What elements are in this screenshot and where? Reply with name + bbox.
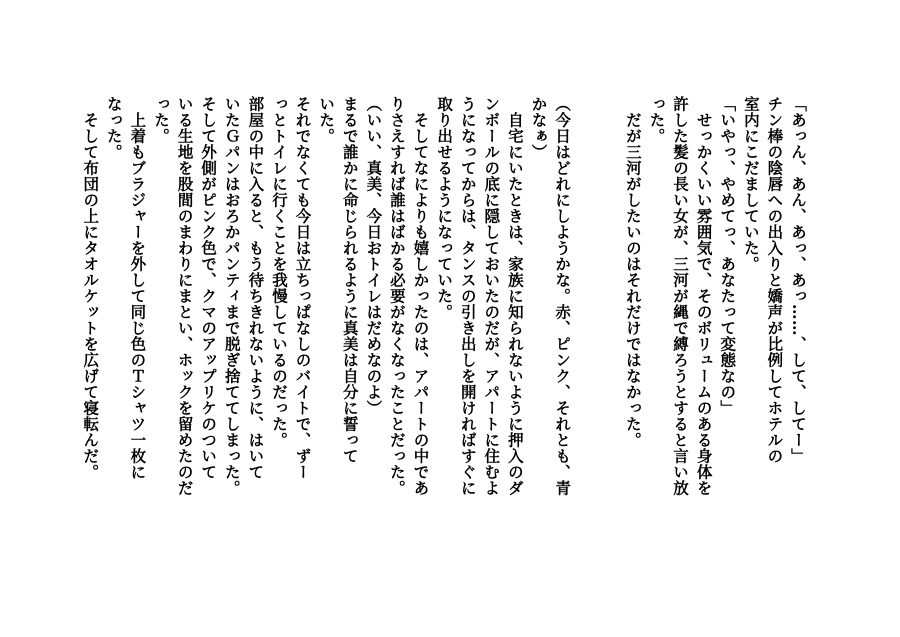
text-line: そして外側がピンク色で、クマのアップリケのついて — [199, 96, 219, 480]
text-line: 取り出せるようになっていた。 — [435, 96, 455, 320]
text-line: った。 — [647, 96, 667, 144]
text-line: いる生地を股間のまわりにまとい、ホックを留めたのだ — [175, 96, 195, 496]
text-line: 「いやっ、やめてっ、あなたって変態なの」 — [718, 96, 738, 416]
text-line: そして布団の上にタオルケットを広げて寝転んだ。 — [81, 96, 101, 480]
text-line: （今日はどれにしようかな。赤、ピンク、それとも、青 — [553, 96, 573, 496]
text-line: 室内にこだましていた。 — [741, 96, 761, 272]
text-line: いたＧパンはおろかパンティまで脱ぎ捨ててしまった。 — [222, 96, 242, 496]
text-line: だが三河がしたいのはそれだけではなかった。 — [623, 96, 643, 448]
blank-line — [598, 96, 622, 566]
text-line: りさえすれば誰はばかる必要がなくなったことだった。 — [387, 96, 407, 496]
text-line: それでなくても今日は立ちっぱなしのバイトで、ずー — [293, 96, 313, 480]
text-line: 上着もブラジャーを外して同じ色のＴシャツ一枚に — [128, 96, 148, 480]
text-line: っとトイレに行くことを我慢しているのだった。 — [269, 96, 289, 448]
text-line: かなぁ） — [529, 96, 549, 160]
text-line: った。 — [151, 96, 171, 144]
blank-line — [574, 96, 598, 566]
text-line: うになってからは、タンスの引き出しを開ければすぐに — [458, 96, 478, 496]
text-line: いた。 — [317, 96, 337, 144]
text-line: せっかくいい雰囲気で、そのボリュームのある身体を — [694, 96, 714, 496]
text-line: そしてなによりも嬉しかったのは、アパートの中であ — [411, 96, 431, 496]
text-line: 自宅にいたときは、家族に知られないように押入のダ — [505, 96, 525, 496]
text-line: 「あっん、あん、あっ、あっ……、して、してー」 — [789, 96, 808, 464]
text-line: まるで誰かに命じられるように真美は自分に誓って — [340, 96, 360, 464]
text-line: （いい、真美、今日おトイレはだめなのよ） — [364, 96, 384, 416]
text-line: チン棒の陰唇への出入りと嬌声が比例してホテルの — [765, 96, 785, 464]
text-line: 部屋の中に入ると、もう待ちきれないように、はいて — [246, 96, 266, 480]
text-line: ンボールの底に隠しておいたのだが、アパートに住むよ — [482, 96, 502, 496]
vertical-text-body — [79, 96, 810, 566]
text-line: 許した髪の長い女が、三河が縄で縛ろうとすると言い放 — [671, 96, 691, 496]
text-line: なった。 — [104, 96, 124, 160]
